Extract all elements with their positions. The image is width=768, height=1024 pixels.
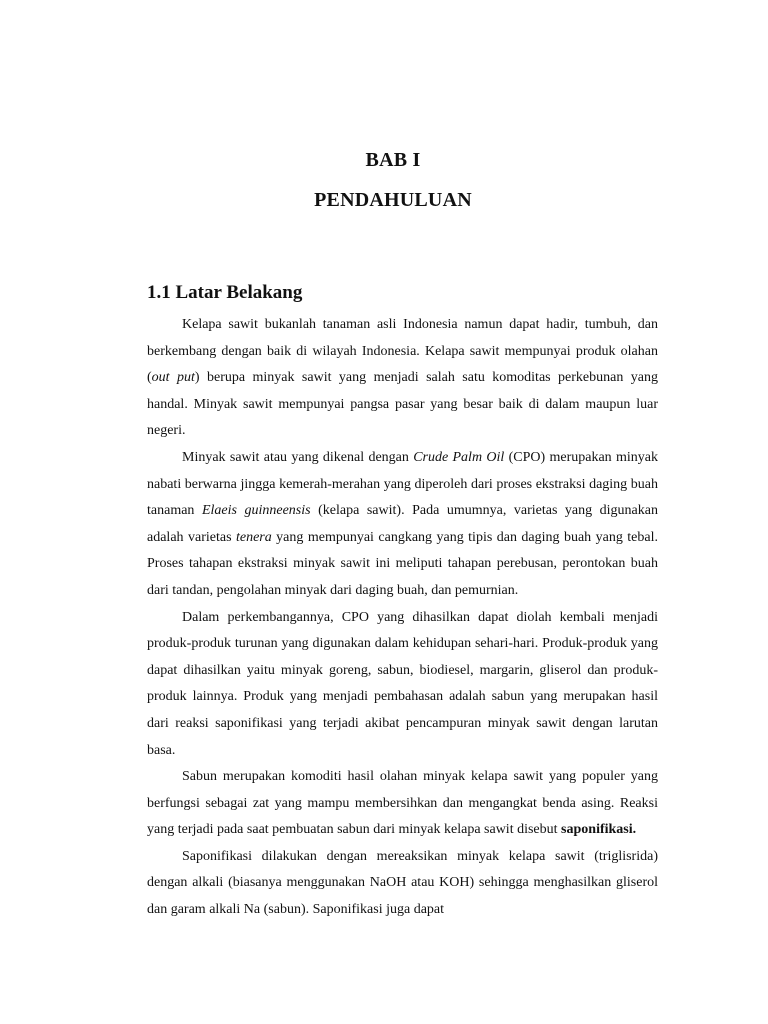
paragraph-2-text-c: (CPO) merupakan minyak nabati berwarna jingga kemerah-merahan yang diperoleh dari proses ekstraksi daging buah tanaman [147, 449, 658, 519]
paragraph-2-text-e: (kelapa sawit). Pada umumnya, varietas yang digunakan adalah varietas [147, 503, 658, 545]
paragraph-1-italic-term: out put [151, 370, 195, 386]
paragraph-2-italic-term-2: Elaeis guinneensis [201, 503, 311, 519]
chapter-number: BAB I [365, 149, 421, 171]
paragraph-2-italic-term-3: tenera [235, 529, 272, 545]
paragraph-5 [147, 844, 658, 924]
section-heading: 1.1 Latar Belakang [147, 282, 303, 303]
paragraph-5-text: Saponifikasi dilakukan dengan mereaksikan minyak kelapa sawit (triglisrida) dengan alkali (biasanya menggunakan NaOH atau KOH) sehingga menghasilkan gliserol dan garam alkali Na (sabun). Saponifikasi juga dapat [147, 848, 658, 918]
paragraph-2-text-g: yang mempunyai cangkang yang tipis dan daging buah yang tebal. Proses tahapan ekstraksi minyak sawit ini meliputi tahapan perebusan, perontokan buah dari tandan, pengolahan minyak dari daging buah, dan pemurnian. [147, 529, 658, 598]
paragraph-4-bold-term: saponifikasi. [561, 822, 637, 838]
paragraph-3-text: Dalam perkembangannya, CPO yang dihasilkan dapat diolah kembali menjadi produk-produk turunan yang digunakan dalam kehidupan sehari-hari. Produk-produk yang dapat dihasilkan yaitu minyak goreng, sabun, biodiesel, margarin, gliserol dan produk-produk lainnya. Produk yang menjadi pembahasan adalah sabun yang merupakan hasil dari reaksi saponifikasi yang terjadi akibat pencampuran minyak sawit dengan larutan basa. [147, 609, 658, 758]
chapter-title: PENDAHULUAN [314, 189, 472, 211]
paragraph-2-italic-term-1: Crude Palm Oil [413, 449, 505, 465]
paragraph-1 [147, 312, 658, 445]
paragraph-4-text-a: Sabun merupakan komoditi hasil olahan minyak kelapa sawit yang populer yang berfungsi sebagai zat yang mampu membersihkan dan mengangkat benda asing. Reaksi yang terjadi pada saat pembuatan sabun dari minyak kelapa sawit disebut [147, 769, 658, 838]
paragraph-1-text-c: ) berupa minyak sawit yang menjadi salah satu komoditas perkebunan yang handal. Minyak sawit mempunyai pangsa pasar yang besar baik di dalam maupun luar negeri. [147, 370, 658, 439]
body-text [147, 312, 658, 924]
paragraph-2-text-a: Minyak sawit atau yang dikenal dengan [182, 449, 414, 465]
paragraph-2 [147, 445, 658, 605]
paragraph-3 [147, 605, 658, 765]
paragraph-1-text-a: Kelapa sawit bukanlah tanaman asli Indonesia namun dapat hadir, tumbuh, dan berkembang dengan baik di wilayah Indonesia. Kelapa sawit mempunyai produk olahan ( [147, 317, 658, 386]
paragraph-4 [147, 764, 658, 844]
